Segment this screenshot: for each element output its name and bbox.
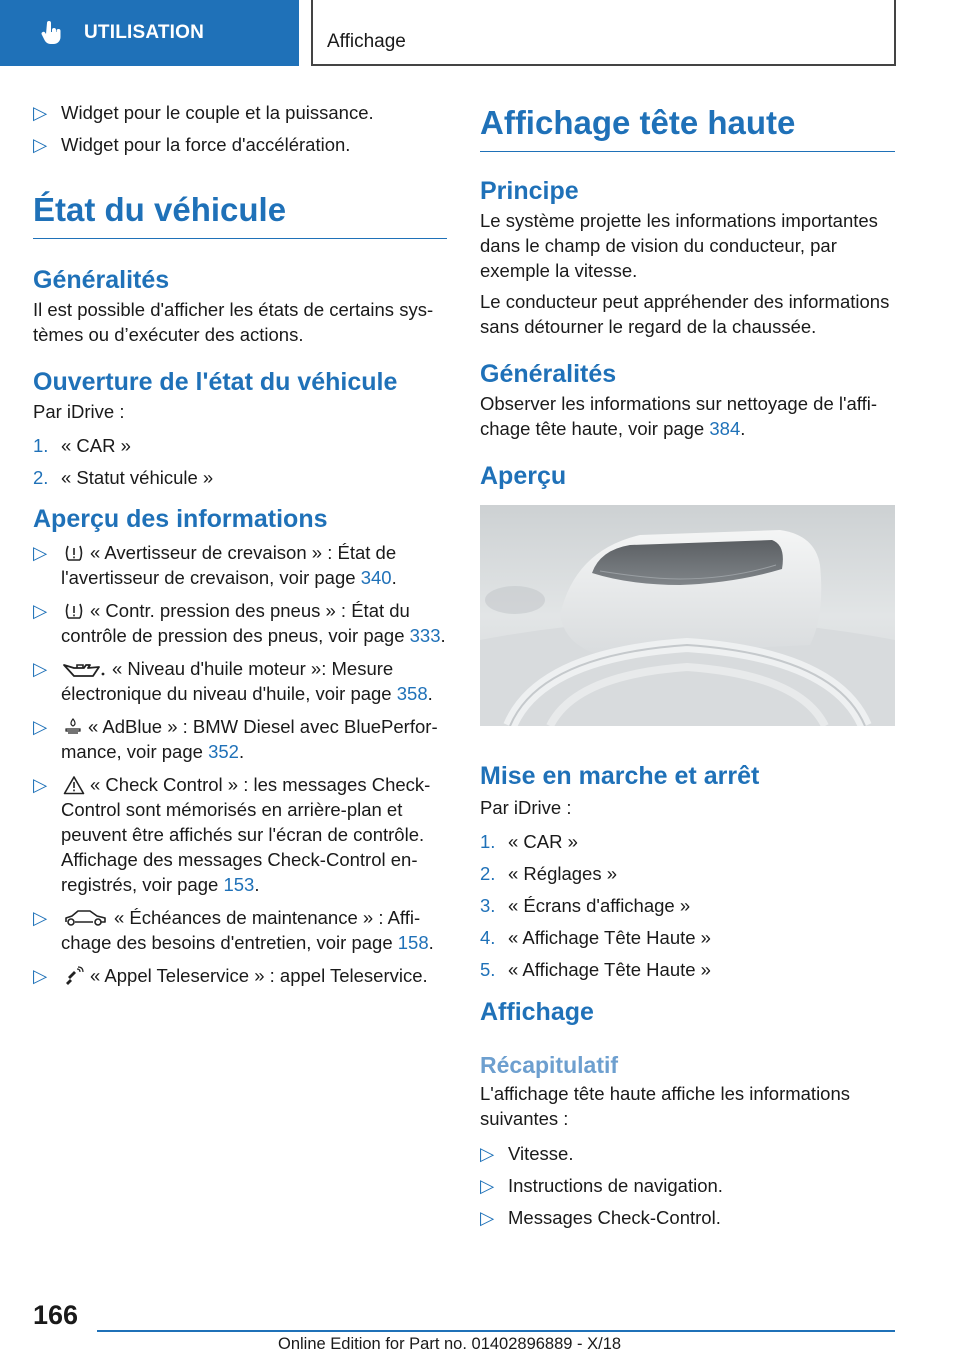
paragraph: L'affichage tête haute affiche les informations suivantes : xyxy=(480,1083,851,1129)
paragraph: Le système projette les informations importantes dans le champ de vision du conducteur, par exemple la vitesse. xyxy=(480,210,878,281)
section-title: État du véhicule xyxy=(33,190,447,239)
bullet-triangle-icon: ▷ xyxy=(480,1143,495,1164)
heading-ouverture: Ouverture de l'état du véhicule xyxy=(33,368,398,396)
section-tab-label: UTILISATION xyxy=(84,22,205,43)
heading-apercu-informations: Aperçu des informations xyxy=(33,505,328,533)
oil-can-icon xyxy=(63,659,107,679)
hand-pointer-icon xyxy=(38,20,64,46)
bullet-triangle-icon: ▷ xyxy=(480,1207,495,1228)
heading-generalites: Généralités xyxy=(33,266,170,294)
bullet-triangle-icon: ▷ xyxy=(33,542,48,563)
list-item: 2. « Réglages » xyxy=(480,863,618,884)
left-column xyxy=(33,100,447,996)
list-item: ▷ « Niveau d'huile moteur »: Mesure électronique du niveau d'huile, voir page 358. xyxy=(33,658,433,704)
list-item: 4. « Affichage Tête Haute » xyxy=(480,927,711,948)
edition-note: Online Edition for Part no. 01402896889 - X/18 xyxy=(278,1335,622,1353)
list-item: ▷ Widget pour la force d'accélération. xyxy=(33,134,351,155)
page-header xyxy=(0,0,960,66)
bullet-triangle-icon: ▷ xyxy=(480,1175,495,1196)
bullet-triangle-icon: ▷ xyxy=(33,658,48,679)
list-item: 2. « Statut véhicule » xyxy=(33,467,214,488)
list-item: ▷ Vitesse. xyxy=(480,1143,574,1164)
bullet-triangle-icon: ▷ xyxy=(33,907,48,928)
heading-apercu: Aperçu xyxy=(480,462,567,490)
bullet-triangle-icon: ▷ xyxy=(33,102,48,123)
list-item: ▷ « Échéances de maintenance » : Affichage des besoins d'entretien, voir page 158. xyxy=(33,907,434,953)
page-number: 166 xyxy=(33,1300,79,1330)
page-link[interactable]: 358 xyxy=(396,683,428,704)
paragraph: Par iDrive : xyxy=(480,797,572,818)
list-item: ▷ « Avertisseur de crevaison » : État de l'avertisseur de crevaison, voir page 340. xyxy=(33,542,397,588)
list-item: 1. « CAR » xyxy=(33,435,131,456)
list-item: ▷ « AdBlue » : BMW Diesel avec BluePerformance, voir page 352. xyxy=(33,716,438,762)
footer-divider xyxy=(97,1330,895,1332)
car-service-icon xyxy=(63,908,109,928)
recap-list xyxy=(480,1141,895,1230)
chapter-tab[interactable] xyxy=(311,0,896,66)
chapter-tab-label: Affichage xyxy=(327,31,406,52)
bullet-triangle-icon: ▷ xyxy=(33,965,48,986)
paragraph: Il est possible d'afficher les états de certains systèmes ou d’exécuter des actions. xyxy=(33,299,434,345)
page-link[interactable]: 340 xyxy=(360,567,392,588)
page-link[interactable]: 352 xyxy=(208,741,239,762)
warning-triangle-icon xyxy=(63,775,85,795)
heading-generalites: Généralités xyxy=(480,360,617,388)
page-link[interactable]: 333 xyxy=(409,625,441,646)
list-item: 3. « Écrans d'affichage » xyxy=(480,895,691,916)
list-item: ▷ « Appel Teleservice » : appel Teleservice. xyxy=(33,965,428,986)
list-item: ▷ Messages Check-Control. xyxy=(480,1207,721,1228)
bullet-triangle-icon: ▷ xyxy=(33,600,48,621)
head-up-display-photo xyxy=(480,505,895,726)
heading-mise-en-marche: Mise en marche et arrêt xyxy=(480,762,760,790)
right-column xyxy=(480,100,895,1237)
info-list xyxy=(33,540,447,988)
list-item: ▷ Widget pour le couple et la puissance. xyxy=(33,102,374,123)
heading-principe: Principe xyxy=(480,177,579,205)
bullet-triangle-icon: ▷ xyxy=(33,774,48,795)
steps-list xyxy=(33,433,447,490)
list-item: 5. « Affichage Tête Haute » xyxy=(480,959,711,980)
steps-list xyxy=(480,829,895,982)
list-item: ▷ Instructions de navigation. xyxy=(480,1175,723,1196)
adblue-icon xyxy=(63,717,83,737)
list-item: ▷ « Contr. pression des pneus » : État du contrôle de pression des pneus, voir page 333. xyxy=(33,600,446,646)
teleservice-icon xyxy=(63,966,85,986)
paragraph: Par iDrive : xyxy=(33,401,125,422)
section-title: Affichage tête haute xyxy=(480,103,895,152)
bullet-triangle-icon: ▷ xyxy=(33,134,48,155)
section-tab[interactable] xyxy=(0,0,299,66)
list-item: 1. « CAR » xyxy=(480,831,578,852)
paragraph: Observer les informations sur nettoyage de l'affichage tête haute, voir page 384. xyxy=(480,393,878,439)
page-link[interactable]: 153 xyxy=(223,874,255,895)
page-link[interactable]: 384 xyxy=(709,418,741,439)
page-link[interactable]: 158 xyxy=(397,932,429,953)
heading-affichage: Affichage xyxy=(480,998,594,1026)
paragraph: Le conducteur peut appréhender des informations sans détourner le regard de la chaussée. xyxy=(480,291,890,337)
bullet-triangle-icon: ▷ xyxy=(33,716,48,737)
tire-warning-icon xyxy=(63,543,85,563)
tire-pressure-icon xyxy=(63,601,85,621)
heading-recapitulatif: Récapitulatif xyxy=(480,1052,619,1078)
list-item: ▷ « Check Control » : les messages Check-Control sont mémorisés en arrière-plan et peuvent être affichés sur l'écran de contrôle. Affichage des messages Check-Control enregistrés, voir page 153. xyxy=(33,774,431,895)
